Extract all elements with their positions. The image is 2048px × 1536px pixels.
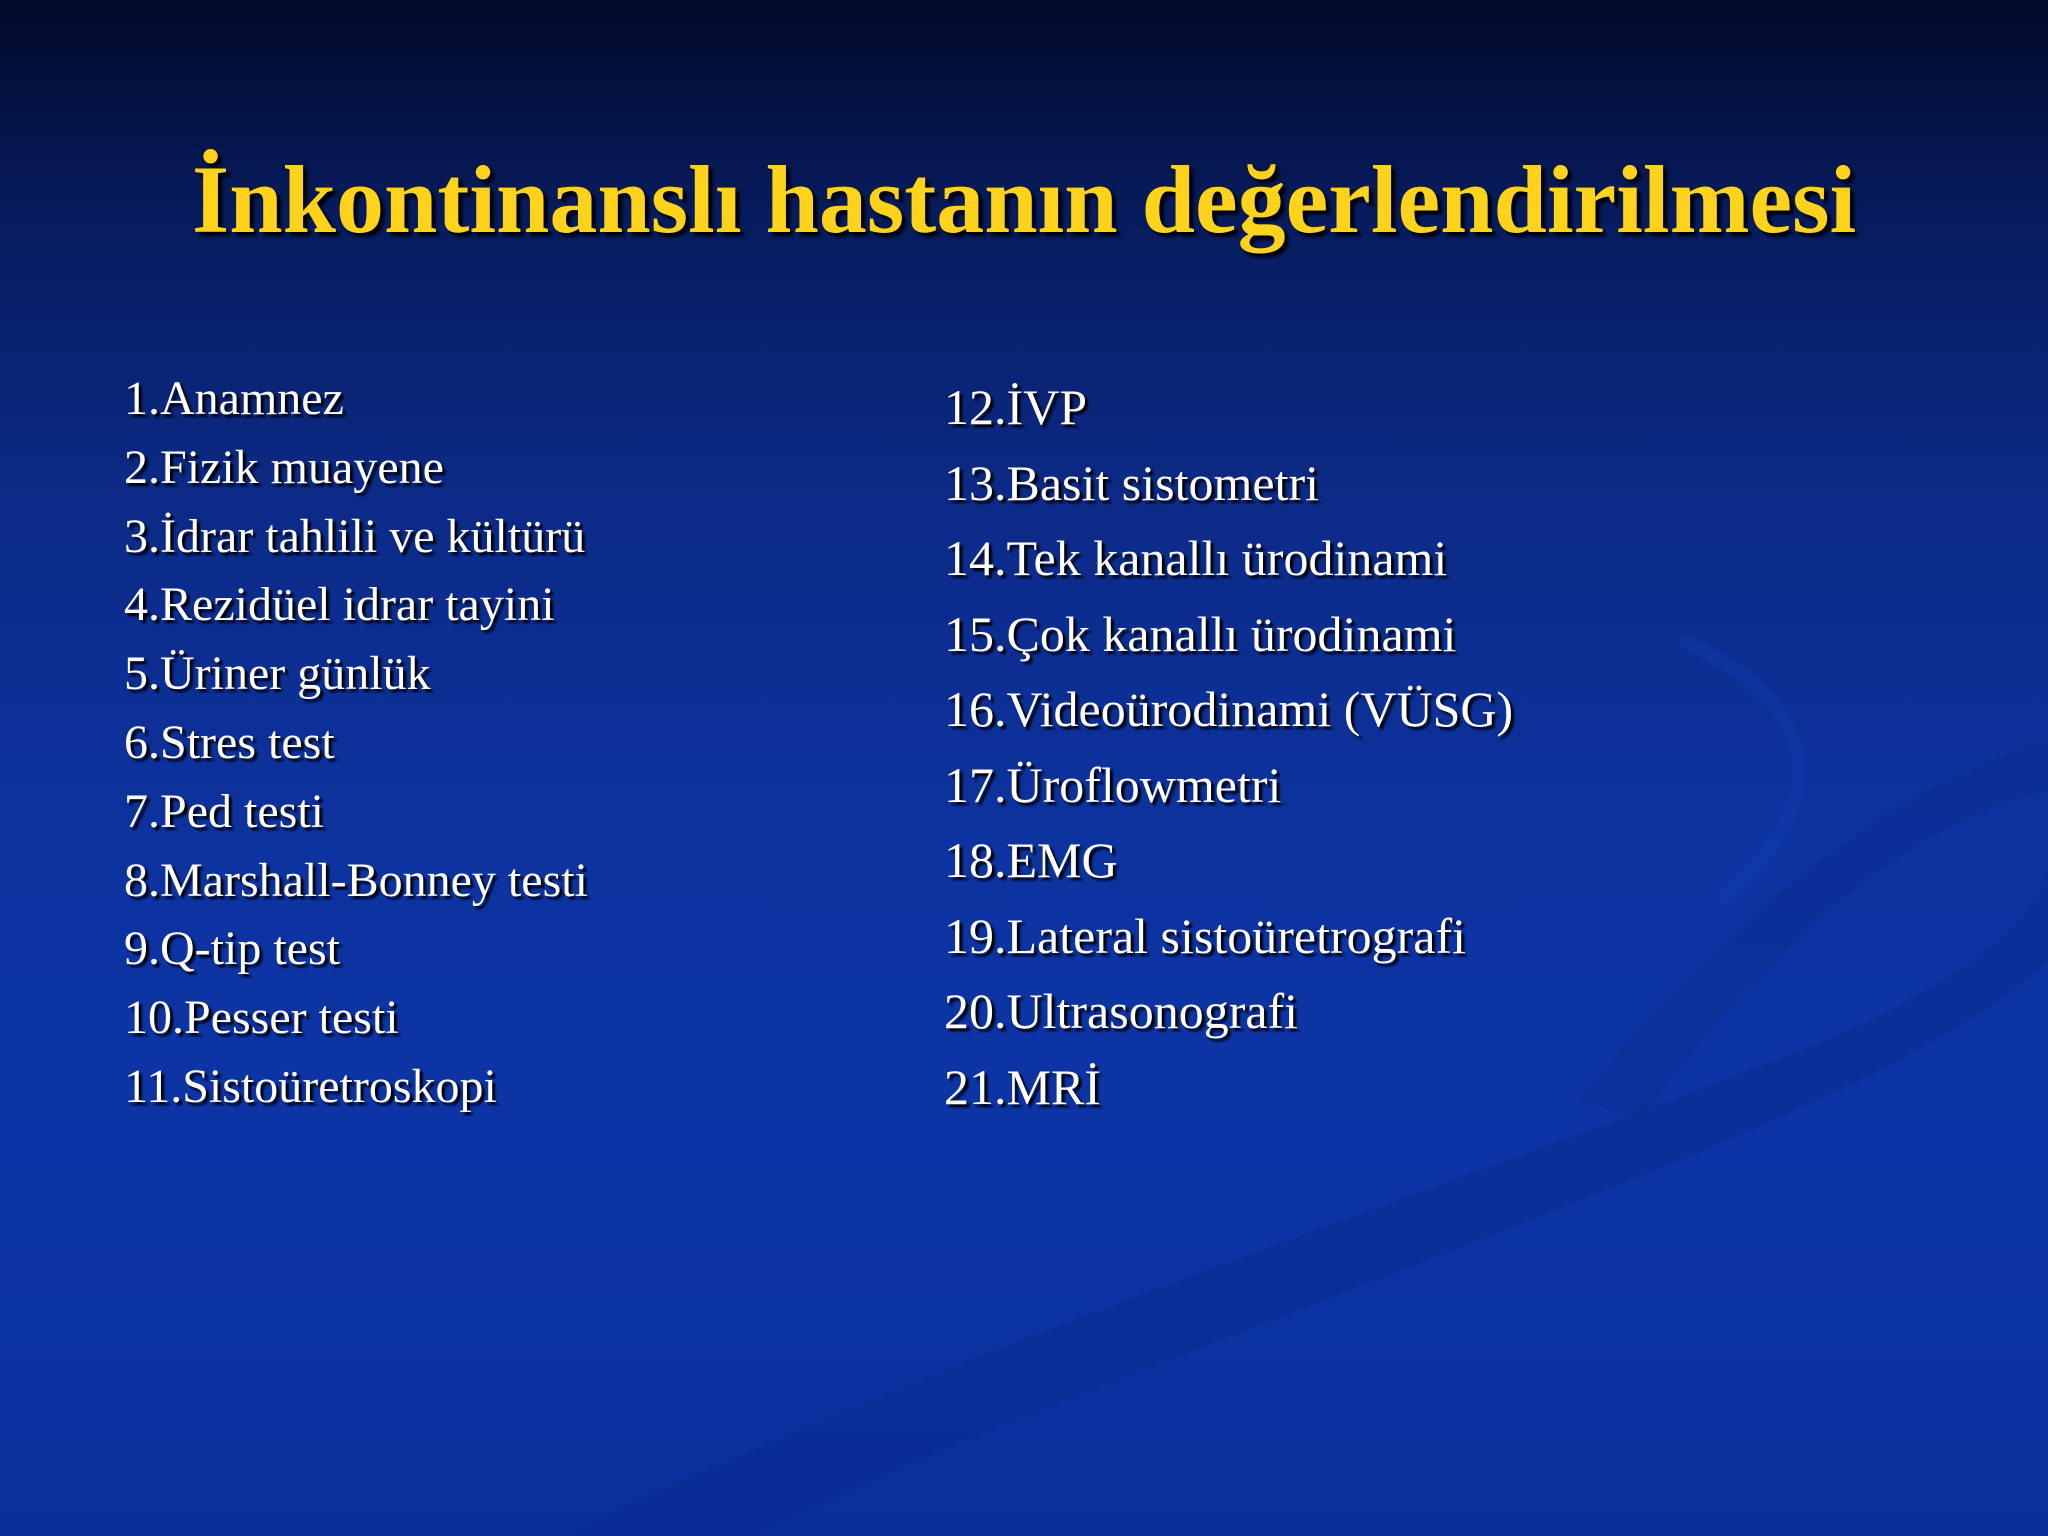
evaluation-list-right: [944, 370, 1513, 1125]
list-item: 21.MRİ: [944, 1058, 1101, 1115]
list-item: 20.Ultrasonografi: [944, 983, 1299, 1039]
list-item: 15.Çok kanallı ürodinami: [944, 605, 1457, 662]
list-item: 6.Stres test: [124, 715, 335, 769]
list-item: 12.İVP: [944, 379, 1088, 435]
list-item: 19.Lateral sistoüretrografi: [944, 907, 1467, 964]
list-item: 18.EMG: [944, 832, 1118, 888]
list-item: 5.Üriner günlük: [124, 647, 431, 701]
list-item: 8.Marshall-Bonney testi: [124, 853, 588, 907]
list-item: 14.Tek kanallı ürodinami: [944, 530, 1448, 586]
list-item: 4.Rezidüel idrar tayini: [124, 578, 555, 632]
list-item: 7.Ped testi: [124, 784, 324, 838]
list-item: 1.Anamnez: [124, 372, 344, 425]
list-item: 17.Üroflowmetri: [944, 756, 1282, 813]
list-item: 3.İdrar tahlili ve kültürü: [124, 509, 586, 563]
list-item: 11.Sistoüretroskopi: [124, 1059, 497, 1113]
list-item: 13.Basit sistometri: [944, 454, 1319, 511]
slide-title: İnkontinanslı hastanın değerlendirilmesi: [191, 146, 1857, 253]
list-item: 10.Pesser testi: [124, 991, 399, 1045]
list-item: 2.Fizik muayene: [124, 440, 444, 494]
evaluation-list-left: [124, 365, 588, 1122]
list-item: 9.Q-tip test: [124, 922, 340, 976]
list-item: 16.Videoürodinami (VÜSG): [944, 681, 1514, 737]
